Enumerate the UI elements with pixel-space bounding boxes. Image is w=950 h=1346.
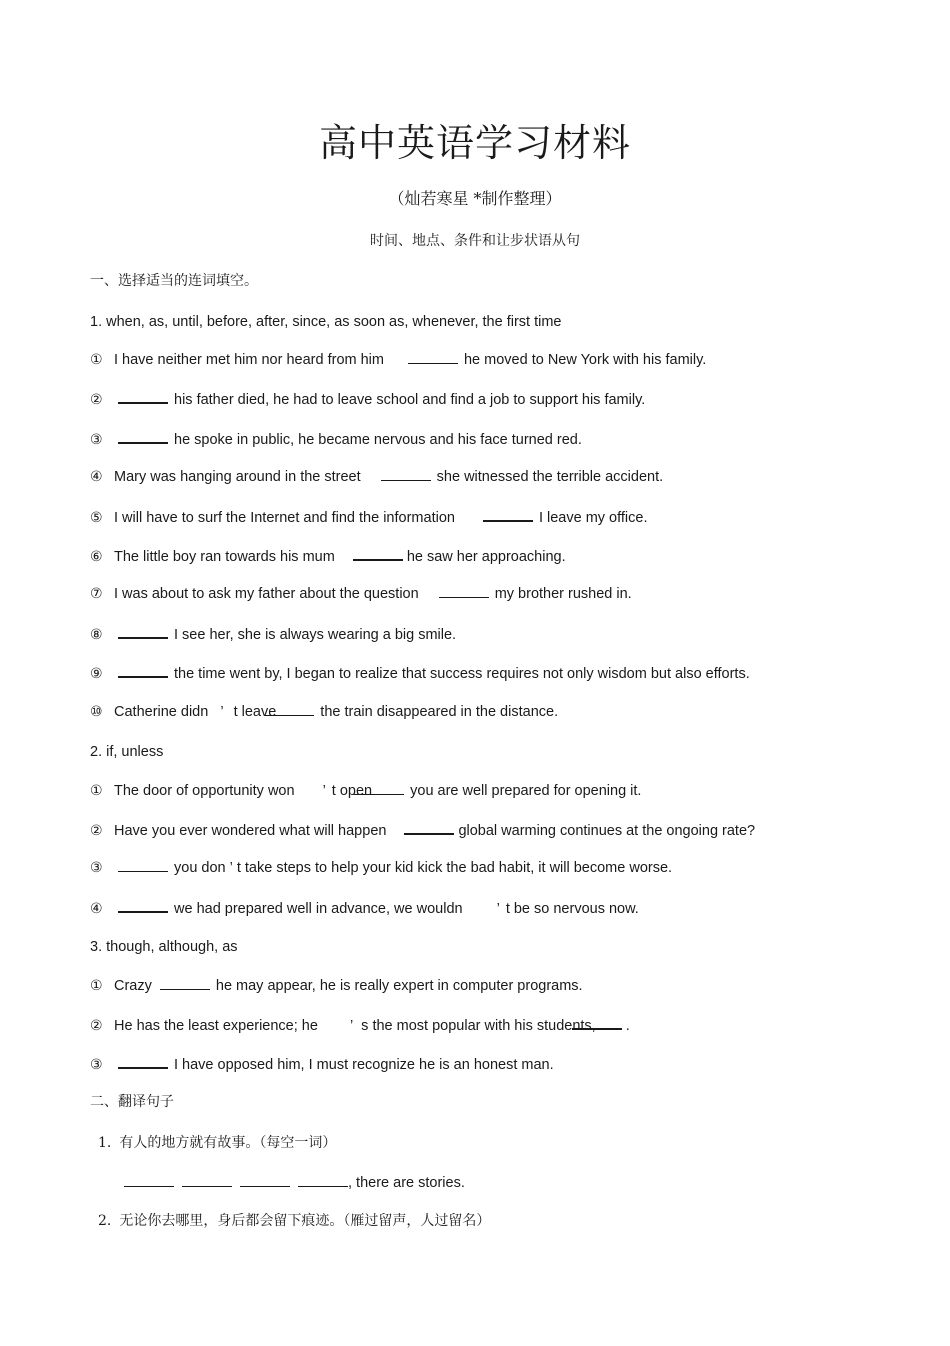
question-number: ④ <box>90 468 103 484</box>
question-text: The door of opportunity won <box>114 783 295 799</box>
answer-blank[interactable] <box>483 506 533 522</box>
question-number: ① <box>90 351 103 367</box>
answer-blank[interactable] <box>124 1172 174 1187</box>
section2-label: 2. if, unless <box>90 744 164 760</box>
question-text: t leave <box>233 704 277 720</box>
question-text: 无论你去哪里，身后都会留下痕迹。（雁过留声，人过留名） <box>119 1213 491 1229</box>
answer-blank[interactable] <box>572 1014 622 1030</box>
question-text: 有人的地方就有故事。（每空一词） <box>119 1135 337 1151</box>
apostrophe: ’ <box>322 783 326 799</box>
answer-blank[interactable] <box>182 1172 232 1187</box>
question-row <box>90 701 558 722</box>
question-text: global warming continues at the ongoing rate? <box>458 823 756 839</box>
apostrophe: ’ <box>229 860 233 876</box>
answer-blank[interactable] <box>353 545 403 561</box>
question-row <box>90 623 456 645</box>
question-text: he moved to New York with his family. <box>463 352 707 368</box>
answer-tail-text: , there are stories. <box>348 1175 465 1191</box>
question-number: ⑦ <box>90 585 103 601</box>
question-row <box>90 897 639 919</box>
question-number: ② <box>90 391 103 407</box>
part2-heading: 二、翻译句子 <box>90 1094 174 1110</box>
question-text: t open <box>331 783 373 799</box>
answer-blank[interactable] <box>118 662 168 678</box>
question-text: He has the least experience; he <box>114 1018 318 1034</box>
question-number: ③ <box>90 859 103 875</box>
question-text: Have you ever wondered what will happen <box>114 823 387 839</box>
question-text: I have opposed him, I must recognize he is an honest man. <box>174 1057 554 1073</box>
question-number: ⑧ <box>90 626 103 642</box>
answer-blank[interactable] <box>118 388 168 404</box>
translation-answer-row <box>124 1172 465 1193</box>
section3-label: 3. though, although, as <box>90 939 238 955</box>
question-number: ⑩ <box>90 703 103 719</box>
question-text: t take steps to help your kid kick the bad habit, it will become worse. <box>236 860 673 876</box>
question-text: his father died, he had to leave school and find a job to support his family. <box>174 392 646 408</box>
question-text: we had prepared well in advance, we wouldn <box>174 901 463 917</box>
question-row <box>90 583 632 604</box>
part1-heading: 一、选择适当的连词填空。 <box>90 273 258 289</box>
question-text: I leave my office. <box>538 510 648 526</box>
question-number: ③ <box>90 1056 103 1072</box>
question-text: he saw her approaching. <box>406 549 566 565</box>
question-text: . <box>625 1018 630 1034</box>
answer-blank[interactable] <box>118 897 168 913</box>
translation-question <box>98 1211 490 1231</box>
topic-heading: 时间、地点、条件和让步状语从句 <box>370 233 580 249</box>
question-row <box>90 506 647 528</box>
question-text: Crazy <box>114 978 152 994</box>
question-row <box>90 780 641 801</box>
question-text: I have neither met him nor heard from him <box>114 352 384 368</box>
apostrophe: ’ <box>349 1018 354 1034</box>
question-text: Catherine didn <box>114 704 209 720</box>
question-row <box>90 466 663 487</box>
question-number: ① <box>90 782 103 798</box>
translation-question <box>98 1133 336 1153</box>
question-row <box>90 1053 554 1075</box>
question-text: I see her, she is always wearing a big smile. <box>174 627 457 643</box>
apostrophe: ’ <box>220 704 224 720</box>
section1-label: 1. when, as, until, before, after, since, as soon as, whenever, the first time <box>90 314 562 330</box>
answer-blank[interactable] <box>160 975 210 990</box>
question-text: he may appear, he is really expert in computer programs. <box>215 978 583 994</box>
answer-blank[interactable] <box>118 428 168 444</box>
question-text: The little boy ran towards his mum <box>114 549 335 565</box>
question-text: t be so nervous now. <box>505 901 639 917</box>
question-text: you are well prepared for opening it. <box>410 783 642 799</box>
answer-blank[interactable] <box>408 349 458 364</box>
question-row <box>90 388 645 410</box>
question-text: the train disappeared in the distance. <box>320 704 559 720</box>
question-number: ② <box>90 822 103 838</box>
answer-blank[interactable] <box>439 583 489 598</box>
question-number: ③ <box>90 431 103 447</box>
answer-blank[interactable] <box>404 819 454 835</box>
question-number: 1. <box>98 1135 112 1151</box>
question-row <box>90 662 750 684</box>
question-row <box>90 545 566 567</box>
question-row <box>90 428 582 450</box>
question-number: ⑨ <box>90 665 103 681</box>
question-text: the time went by, I began to realize that success requires not only wisdom but also efforts. <box>174 666 750 682</box>
question-number: 2. <box>98 1213 112 1229</box>
question-number: ④ <box>90 900 103 916</box>
question-text: my brother rushed in. <box>494 586 632 602</box>
question-row <box>90 819 755 841</box>
question-text: I will have to surf the Internet and find the information <box>114 510 455 526</box>
question-row <box>90 1014 630 1036</box>
question-number: ① <box>90 977 103 993</box>
answer-blank[interactable] <box>354 780 404 795</box>
answer-blank[interactable] <box>118 623 168 639</box>
question-number: ⑤ <box>90 509 103 525</box>
question-text: she witnessed the terrible accident. <box>436 469 664 485</box>
question-text: s the most popular with his students, <box>361 1018 596 1034</box>
apostrophe: ’ <box>496 901 500 917</box>
answer-blank[interactable] <box>264 701 314 716</box>
question-row <box>90 857 672 878</box>
answer-blank[interactable] <box>240 1172 290 1187</box>
question-row <box>90 975 583 996</box>
answer-blank[interactable] <box>298 1172 348 1187</box>
question-row <box>90 349 706 370</box>
question-number: ⑥ <box>90 548 103 564</box>
document-subtitle: （灿若寒星 *制作整理） <box>388 189 562 208</box>
question-text: Mary was hanging around in the street <box>114 469 361 485</box>
answer-blank[interactable] <box>118 857 168 872</box>
question-text: he spoke in public, he became nervous and his face turned red. <box>174 432 582 448</box>
question-text: you don <box>174 860 226 876</box>
question-text: I was about to ask my father about the question <box>114 586 419 602</box>
question-number: ② <box>90 1017 103 1033</box>
document-title: 高中英语学习材料 <box>318 121 631 165</box>
answer-blank[interactable] <box>381 466 431 481</box>
answer-blank[interactable] <box>118 1053 168 1069</box>
